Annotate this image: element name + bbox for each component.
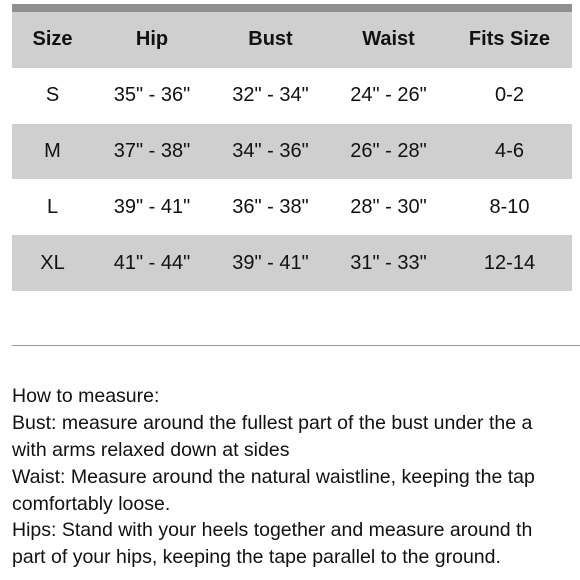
cell-waist: 26" - 28" [330,124,447,180]
cell-fits-size: 12-14 [447,235,572,291]
cell-fits-size: 8-10 [489,195,530,218]
cell-hip: 41" - 44" [93,235,211,291]
instructions-hips-line-1: Hips: Stand with your heels together and measure around th [12,519,533,542]
column-header-waist: Waist [330,12,447,68]
instructions-bust-line-1: Bust: measure around the fullest part of the bust under the a [12,411,533,434]
cell-waist: 28" - 30" [350,195,427,218]
cell-bust: 32" - 34" [232,84,309,107]
cell-hip: 39" - 41" [113,195,191,218]
cell-size: XL [12,235,93,291]
column-header-size: Size [12,12,93,68]
instructions-bust-line-2: with arms relaxed down at sides [12,438,290,461]
cell-fits-size: 4-6 [447,124,572,180]
top-border-bar [12,4,572,12]
column-header-hip: Hip [93,12,211,68]
cell-fits-size: 0-2 [495,84,524,107]
column-header-fits-size: Fits Size [447,12,572,68]
cell-size: M [12,124,93,180]
table-row-m [12,124,572,180]
instructions-waist-line-2: comfortably loose. [12,492,171,515]
section-divider [12,345,580,346]
size-chart-table [12,12,572,291]
cell-waist: 31" - 33" [330,235,447,291]
cell-hip: 37" - 38" [93,124,211,180]
column-header-bust: Bust [211,12,330,68]
cell-hip: 35" - 36" [113,84,191,107]
cell-bust: 39" - 41" [211,235,330,291]
cell-bust: 34" - 36" [211,124,330,180]
instructions-hips-line-2: part of your hips, keeping the tape parallel to the ground. [12,546,501,569]
table-row-l [12,179,572,235]
instructions-waist-line-1: Waist: Measure around the natural waistline, keeping the tap [12,465,535,488]
cell-size: S [45,84,60,107]
instructions-heading: How to measure: [12,385,160,407]
table-header-row [12,12,572,68]
cell-size: L [46,195,59,218]
table-row-xl [12,235,572,291]
table-row-s [12,68,572,124]
cell-bust: 36" - 38" [232,195,309,218]
measuring-instructions [12,383,580,571]
cell-waist: 24" - 26" [350,84,427,107]
